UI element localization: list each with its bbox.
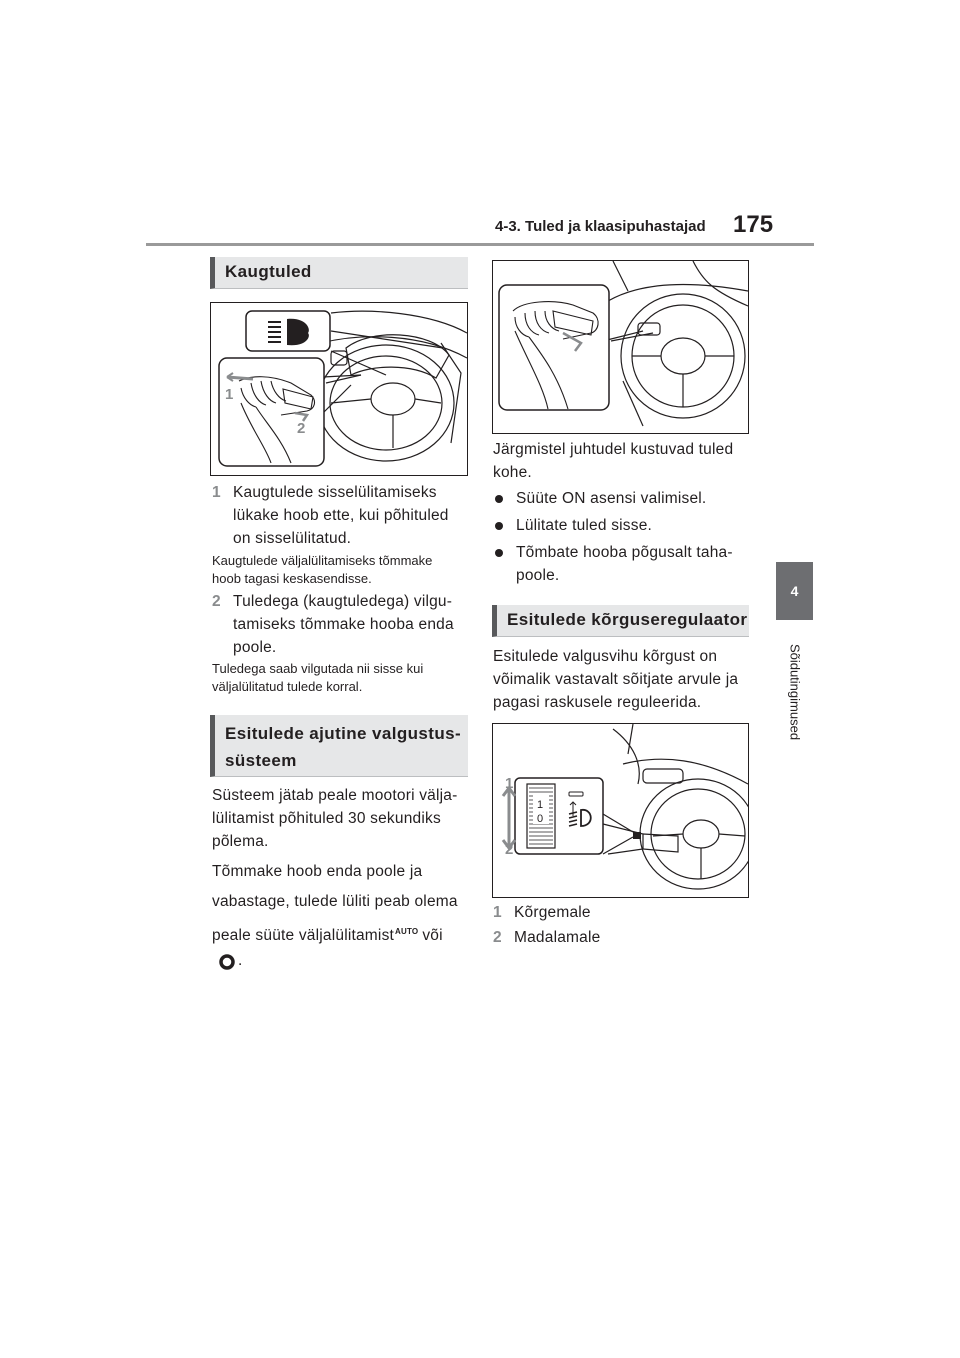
paragraph-off-conditions — [493, 438, 755, 484]
section-heading-high-beams-text: Kaugtuled — [225, 262, 312, 281]
bullet-item-2-text: Lülitate tuled sisse. — [516, 517, 653, 534]
or-text: või — [422, 927, 443, 944]
section-heading-temporary-lighting — [210, 715, 468, 777]
paragraph-1-line-3: põlema. — [212, 833, 269, 850]
bullet-dot — [495, 522, 503, 530]
note-1-line-2: hoob tagasi keskasendisse. — [212, 571, 372, 586]
bullet-dot — [495, 495, 503, 503]
header-divider — [146, 243, 814, 246]
list-item-lower-number: 2 — [493, 929, 502, 946]
bullet-item-3 — [495, 541, 755, 589]
bullet-dot — [495, 549, 503, 557]
dial-mark-0: 0 — [537, 813, 544, 825]
paragraph-1-line-1: Süsteem jätab peale mootori välja- — [212, 787, 458, 804]
section-heading-temporary-lighting-line-1: Esitulede ajutine valgustus- — [225, 724, 462, 743]
headlight-off-icon — [216, 952, 243, 972]
step-1 — [212, 481, 472, 551]
chapter-tab-label-text: Sõidutingimused — [787, 643, 803, 741]
paragraph-2-line-2: vabastage, tulede lüliti peab olema — [212, 893, 458, 910]
paragraph-temporary-lighting — [212, 784, 474, 853]
chapter-tab-number: 4 — [776, 562, 813, 620]
section-heading-level-control-text: Esitulede kõrguseregulaator — [507, 610, 748, 629]
paragraph-1-line-2: lülitamist põhituled 30 sekundiks — [212, 810, 441, 827]
section-heading-high-beams — [210, 257, 468, 289]
symbol-period: . — [238, 952, 243, 969]
step-2-line-3: poole. — [233, 639, 277, 656]
list-item-higher-number: 1 — [493, 904, 502, 921]
step-1-number: 1 — [212, 484, 221, 501]
paragraph-2-line-3 — [212, 917, 474, 951]
note-2 — [212, 660, 474, 696]
list-item-lower — [493, 926, 753, 950]
header-section-title: 4-3. Tuled ja klaasipuhastajad — [495, 218, 706, 235]
note-1-line-1: Kaugtulede väljalülitamiseks tõmmake — [212, 553, 433, 568]
paragraph-2-line-3-text: peale süüte väljalülitamist — [212, 927, 395, 944]
section-heading-temporary-lighting-line-2: süsteem — [225, 751, 297, 770]
bullet-item-3-line-1: Tõmbate hooba põgusalt taha- — [516, 544, 733, 561]
step-2-number: 2 — [212, 593, 221, 610]
fig3-label-2: 2 — [505, 841, 514, 858]
paragraph-level-line-1: Esitulede valgusvihu kõrgust on — [493, 648, 718, 665]
list-item-higher — [493, 901, 753, 925]
page-number: 175 — [733, 211, 774, 238]
chapter-tab-label — [781, 632, 809, 752]
paragraph-2-line-1: Tõmmake hoob enda poole ja — [212, 863, 423, 880]
bullet-item-1 — [495, 487, 755, 511]
high-beam-lever-illustration — [211, 303, 467, 475]
figure-high-beam-lever — [210, 302, 468, 476]
fig1-label-1: 1 — [225, 386, 234, 403]
figure-steering-lever-release — [492, 260, 749, 434]
step-2-line-1: Tuledega (kaugtuledega) vilgu- — [233, 593, 453, 610]
paragraph-level-line-2: võimalik vastavalt sõitjate arvule ja — [493, 671, 739, 688]
bullet-item-1-text: Süüte ON asensi valimisel. — [516, 490, 707, 507]
paragraph-off-line-1: Järgmistel juhtudel kustuvad tuled — [493, 441, 734, 458]
step-1-line-3: on sisselülitatud. — [233, 530, 352, 547]
figure-leveling-dial — [492, 723, 749, 898]
bullet-item-3-line-2: poole. — [516, 567, 560, 584]
note-2-line-2: väljalülitatud tulede korral. — [212, 679, 363, 694]
list-item-lower-text: Madalamale — [514, 929, 601, 946]
dial-mark-1: 1 — [537, 799, 544, 811]
paragraph-level-line-3: pagasi raskusele reguleerida. — [493, 694, 702, 711]
step-2 — [212, 590, 472, 660]
leveling-dial-illustration — [493, 724, 748, 897]
step-1-line-1: Kaugtulede sisselülitamiseks — [233, 484, 437, 501]
bullet-item-2 — [495, 514, 755, 538]
list-item-higher-text: Kõrgemale — [514, 904, 591, 921]
fig1-label-2: 2 — [297, 420, 306, 437]
paragraph-level-control — [493, 645, 755, 714]
note-2-line-1: Tuledega saab vilgutada nii sisse kui — [212, 661, 424, 676]
step-1-line-2: lükake hoob ette, kui põhituled — [233, 507, 449, 524]
paragraph-operation — [212, 857, 474, 951]
paragraph-off-line-2: kohe. — [493, 464, 532, 481]
section-heading-level-control — [492, 605, 749, 637]
step-2-line-2: tamiseks tõmmake hooba enda — [233, 616, 454, 633]
fig3-label-1: 1 — [505, 775, 514, 792]
auto-symbol: AUTO — [395, 927, 419, 936]
headlight-off-symbol-row — [216, 950, 276, 974]
lever-release-illustration — [493, 261, 748, 433]
note-1 — [212, 552, 474, 588]
